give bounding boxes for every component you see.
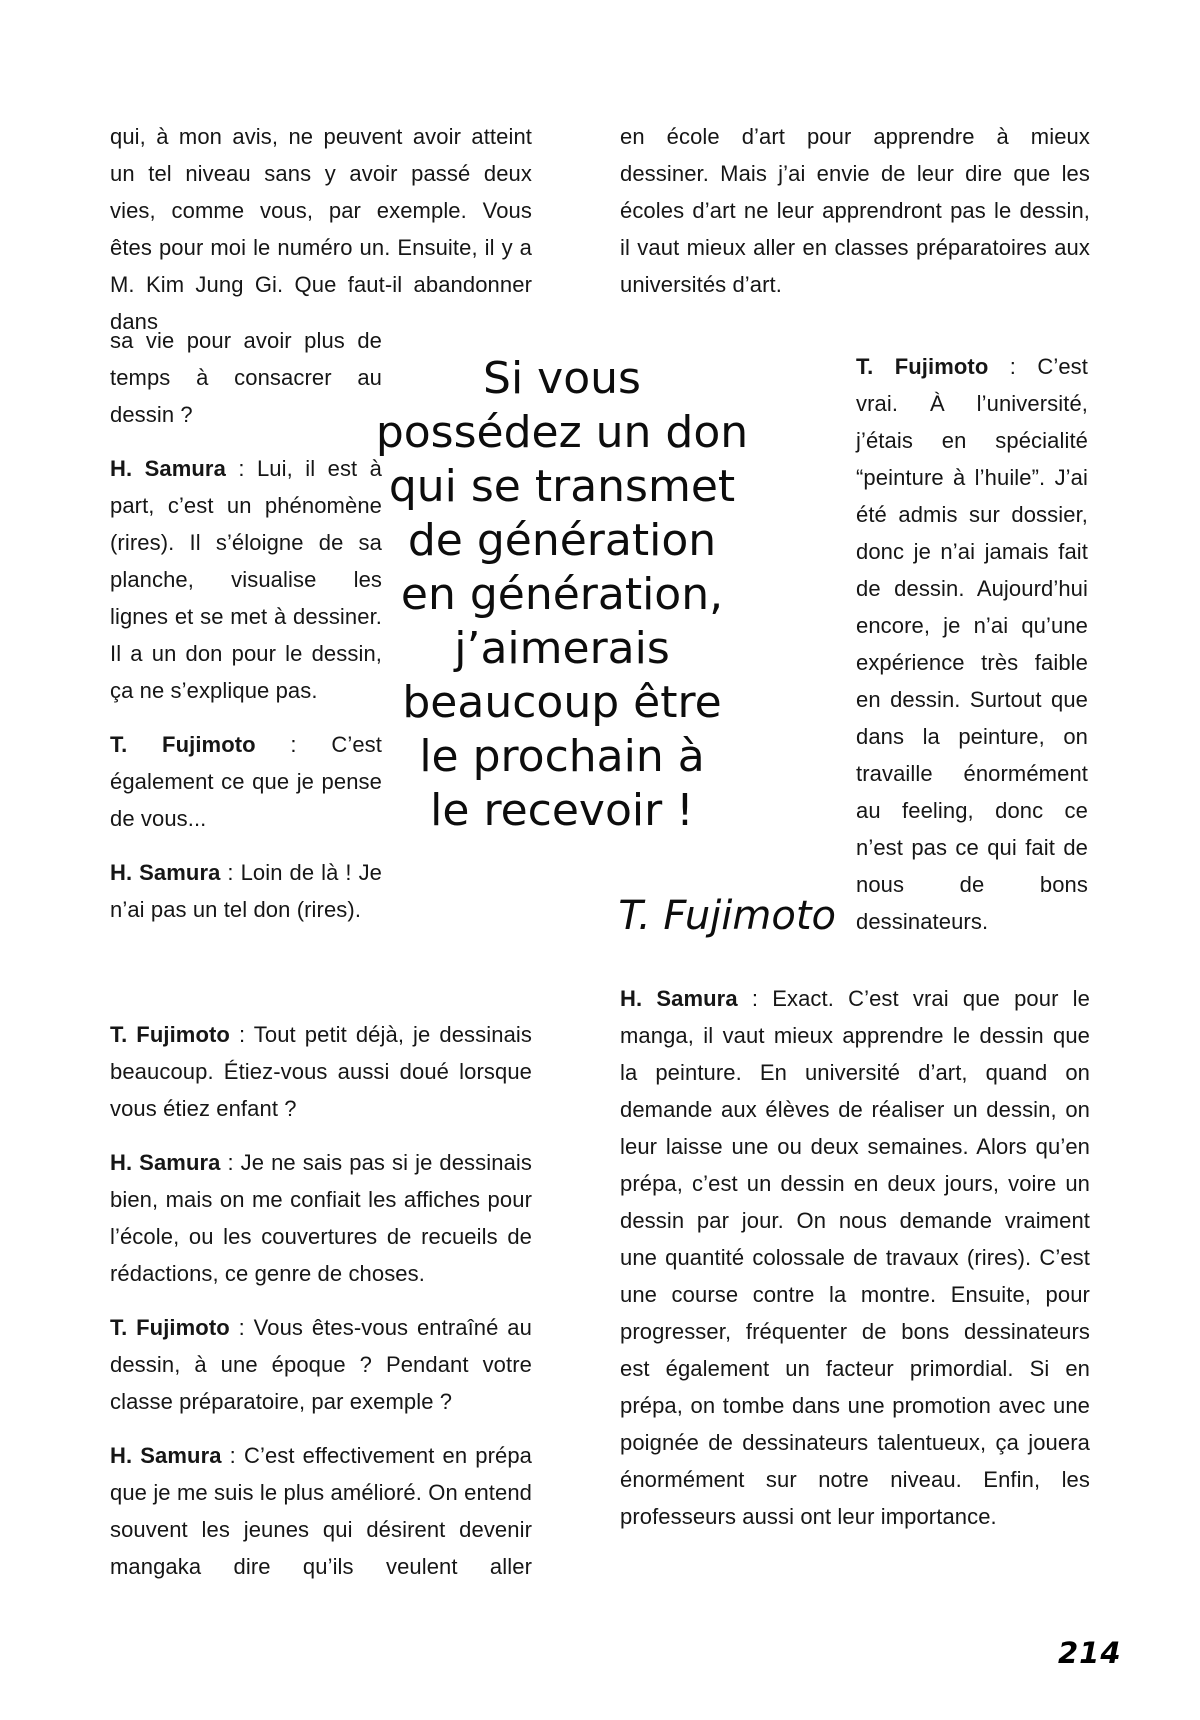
paragraph-text: : C’est effectivement en prépa que je me suis le plus amélioré. On entend souvent les jeunes qui désirent devenir mangaka dire qu’ils veulent aller — [110, 1443, 533, 1579]
paragraph-text: : Je ne sais pas si je dessinais bien, mais on me confiait les affiches pour l’école, ou les couvertures de recueils de rédactions, ce genre de choses. — [110, 1150, 533, 1286]
right-column-bottom — [620, 980, 1090, 1535]
left-column-bottom — [110, 1016, 532, 1585]
pull-quote-line: le prochain à — [419, 731, 705, 782]
paragraph-text: sa vie pour avoir plus de temps à consacrer au dessin ? — [110, 328, 382, 427]
speaker-name: H. Samura — [110, 456, 226, 481]
paragraph-text: : C’est également ce que je pense de vous... — [110, 732, 382, 831]
right-column-top — [620, 118, 1090, 303]
pull-quote-line: de génération — [407, 515, 717, 566]
paragraph-text: : Vous êtes-vous entraîné au dessin, à une époque ? Pendant votre classe préparatoire, par exemple ? — [110, 1315, 532, 1414]
pull-quote-line: qui se transmet — [388, 461, 736, 512]
pull-quote-line: possédez un don — [375, 407, 749, 458]
pull-quote-line: Si vous — [483, 353, 641, 404]
pull-quote-line: beaucoup être — [402, 677, 722, 728]
speaker-name: T. Fujimoto — [110, 1022, 230, 1047]
speaker-name: T. Fujimoto — [856, 354, 989, 379]
paragraph-text: : Tout petit déjà, je dessinais beaucoup. Étiez-vous aussi doué lorsque vous étiez enfant ? — [110, 1022, 532, 1121]
speaker-name: H. Samura — [110, 1150, 221, 1175]
dialogue-paragraph — [620, 980, 1090, 1535]
right-column-narrow — [856, 348, 1088, 940]
speaker-name: H. Samura — [110, 860, 221, 885]
left-column-top — [110, 118, 532, 340]
pull-quote-line: le recevoir ! — [430, 785, 694, 836]
paragraph-text: : Loin de là ! Je n’ai pas un tel don (rires). — [110, 860, 383, 922]
pull-quote — [332, 352, 792, 838]
dialogue-paragraph — [110, 1437, 532, 1585]
speaker-name: H. Samura — [110, 1443, 222, 1468]
paragraph-text: en école d’art pour apprendre à mieux dessiner. Mais j’ai envie de leur dire que les écoles d’art ne leur apprendront pas le dessin, il vaut mieux aller en classes préparatoires aux universités d’art. — [620, 124, 1090, 297]
speaker-name: T. Fujimoto — [110, 1315, 230, 1340]
pull-quote-line: j’aimerais — [454, 623, 670, 674]
continued-paragraph — [110, 118, 532, 340]
paragraph-text: : Exact. C’est vrai que pour le manga, il vaut mieux apprendre le dessin que la peinture. En université d’art, quand on demande aux élèves de réaliser un dessin, on leur laisse une ou deux semaines. Alors qu’en prépa, c’est un dessin en deux jours, voire un dessin par jour. On nous demande vraiment une quantité colossale de travaux (rires). C’est une course contre la montre. Ensuite, pour progresser, fréquenter de bons dessinateurs est également un facteur primordial. Si en prépa, on tombe dans une promotion avec une poignée de dessinateurs talentueux, ça jouera énormément sur notre niveau. Enfin, les professeurs aussi ont leur importance. — [620, 986, 1090, 1529]
dialogue-paragraph — [856, 348, 1088, 940]
dialogue-paragraph — [110, 1144, 532, 1292]
dialogue-paragraph — [110, 1309, 532, 1420]
paragraph-text: : C’est vrai. À l’université, j’étais en spécialité “peinture à l’huile”. J’ai été admis sur dossier, donc je n’ai jamais fait de dessin. Aujourd’hui encore, je n’ai qu’une expérience très faible en dessin. Surtout que dans la peinture, on travaille énormément au feeling, donc ce n’est pas ce qui fait de nous de bons dessinateurs. — [856, 354, 1088, 934]
page-number: 214 — [1058, 1636, 1122, 1670]
pull-quote-attribution: T. Fujimoto — [618, 893, 836, 939]
pull-quote-line: en génération, — [400, 569, 724, 620]
speaker-name: T. Fujimoto — [110, 732, 256, 757]
paragraph-text: : Lui, il est à part, c’est un phénomène (rires). Il s’éloigne de sa planche, visualise les lignes et se met à dessiner. Il a un don pour le dessin, ça ne s’explique pas. — [110, 456, 383, 703]
speaker-name: H. Samura — [620, 986, 738, 1011]
continued-paragraph — [620, 118, 1090, 303]
paragraph-text: qui, à mon avis, ne peuvent avoir atteint un tel niveau sans y avoir passé deux vies, comme vous, par exemple. Vous êtes pour moi le numéro un. Ensuite, il y a M. Kim Jung Gi. Que faut-il abandonner dans — [110, 124, 532, 334]
dialogue-paragraph — [110, 854, 382, 928]
dialogue-paragraph — [110, 1016, 532, 1127]
